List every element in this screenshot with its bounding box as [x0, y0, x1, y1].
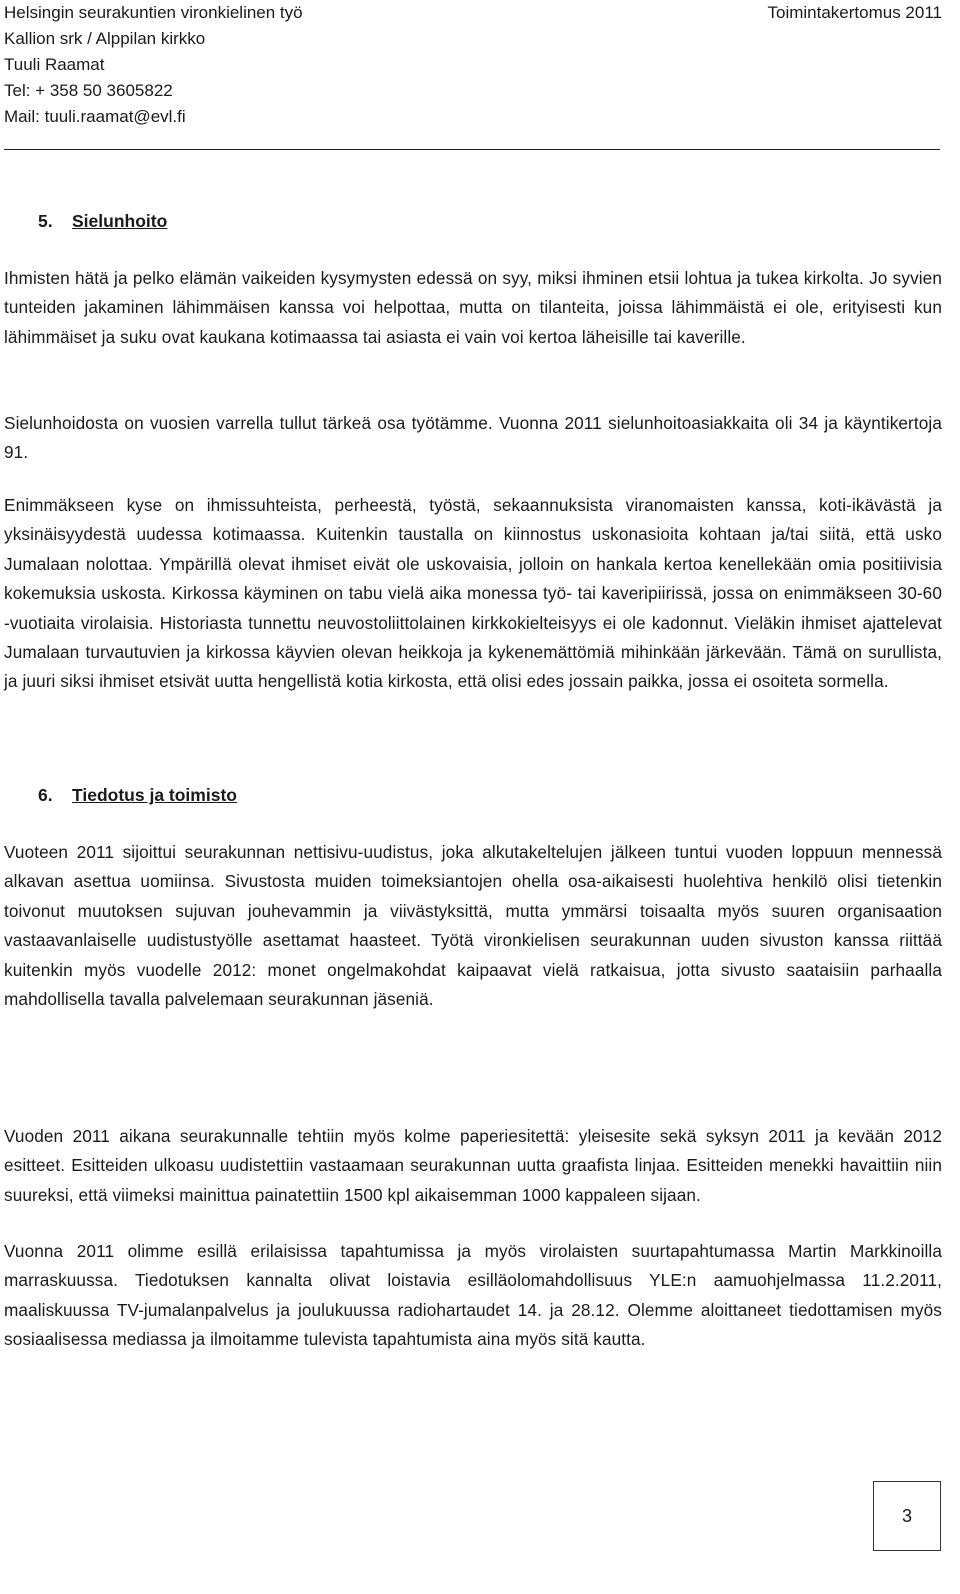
section-5-paragraph-1: Ihmisten hätä ja pelko elämän vaikeiden kysymysten edessä on syy, miksi ihminen etsii lohtua ja tukea kirkolta. Jo syvien tunteiden jakaminen lähimmäisen kanssa voi helpottaa, mutta on tilanteita, joissa lähimmäistä ei ole, erityisesti kun lähimmäiset ja suku ovat kaukana kotimaassa tai asiasta ei vain voi kertoa läheisille tai kaverille.	[4, 268, 942, 347]
section-5-paragraph-3: Enimmäkseen kyse on ihmissuhteista, perheestä, työstä, sekaannuksista viranomaisten kanssa, koti-ikävästä ja yksinäisyydestä uudessa kotimaassa. Kuitenkin taustalla on kiinnostus uskonasioita kohtaan ja/tai siitä, että usko Jumalaan nolottaa. Ympärillä olevat ihmiset eivät ole uskovaisia, jolloin on hankala kertoa kenellekään omia positiivisia kokemuksia uskosta. Kirkossa käyminen on tabu vielä aika monessa työ- tai kaveripiirissä, jossa on enimmäkseen 30-60 -vuotiaita virolaisia. Historiasta tunnettu neuvostoliittolainen kirkkokielteisyys ei ole kadonnut. Vieläkin ihmiset ajattelevat Jumalaan turvautuvien ja kirkossa käyvien olevan heikkoja ja kykenemättömiä mihinkään järkevään. Tämä on surullista, ja juuri siksi ihmiset etsivät uutta hengellistä kotia kirkosta, että olisi edes jossain paikka, jossa ei osoiteta sormella.	[4, 495, 942, 692]
header-email: Mail: tuuli.raamat@evl.fi	[4, 107, 186, 126]
section-5-paragraph-2: Sielunhoidosta on vuosien varrella tullut tärkeä osa työtämme. Vuonna 2011 sielunhoitoasiakkaita oli 34 ja käyntikertoja 91.	[4, 413, 942, 463]
header-report-title: Toimintakertomus 2011	[767, 3, 942, 22]
header-organization: Helsingin seurakuntien vironkielinen työ	[4, 3, 303, 22]
section-5-title: Sielunhoito	[72, 211, 168, 231]
section-6-heading	[38, 782, 237, 808]
section-6-paragraph-2: Vuoden 2011 aikana seurakunnalle tehtiin myös kolme paperiesitettä: yleisesite sekä syksyn 2011 ja kevään 2012 esitteet. Esitteiden ulkoasu uudistettiin vastaamaan seurakunnan uutta graafista linjaa. Esitteiden menekki havaittiin niin suureksi, että viimeksi mainittua painatettiin 1500 kpl aikaisemman 1000 kappaleen sijaan.	[4, 1126, 942, 1205]
section-5-heading	[38, 208, 167, 234]
section-6-number: 6.	[38, 785, 53, 805]
page-header	[4, 0, 942, 130]
header-divider	[4, 149, 940, 150]
section-6-paragraph-3: Vuonna 2011 olimme esillä erilaisissa tapahtumissa ja myös virolaisten suurtapahtumassa Martin Markkinoilla marraskuussa. Tiedotuksen kannalta olivat loistavia esilläolomahdollisuus YLE:n aamuohjelmassa 11.2.2011, maaliskuussa TV-jumalanpalvelus ja joulukuussa radiohartaudet 14. ja 28.12. Olemme aloittaneet tiedottamisen myös sosiaalisessa mediassa ja ilmoitamme tulevista tapahtumista aina myös sitä kautta.	[4, 1241, 942, 1350]
section-6-paragraph-1: Vuoteen 2011 sijoittui seurakunnan nettisivu-uudistus, joka alkutakeltelujen jälkeen tuntui vuoden loppuun mennessä alkavan asettua uomiinsa. Sivustosta muiden toimeksiantojen ohella osa-aikaisesti huolehtiva henkilö olisi tietenkin toivonut muutoksen sujuvan jouhevammin ja viivästyksittä, mutta ymmärsi toisaalta myös suuren organisaation vastaavanlaiselle uudistustyölle asettamat haasteet. Työtä vironkielisen seurakunnan uuden sivuston kanssa riittää kuitenkin myös vuodelle 2012: monet ongelmakohdat kaipaavat vielä ratkaisua, jotta sivusto saataisiin parhaalla mahdollisella tavalla palvelemaan seurakunnan jäseniä.	[4, 842, 942, 1010]
header-phone: Tel: + 358 50 3605822	[4, 81, 173, 100]
section-6-title: Tiedotus ja toimisto	[72, 785, 237, 805]
page-number: 3	[901, 1505, 912, 1526]
page-number-box	[873, 1481, 941, 1551]
section-5-number: 5.	[38, 211, 53, 231]
header-contact-name: Tuuli Raamat	[4, 55, 105, 74]
header-parish: Kallion srk / Alppilan kirkko	[4, 29, 206, 48]
